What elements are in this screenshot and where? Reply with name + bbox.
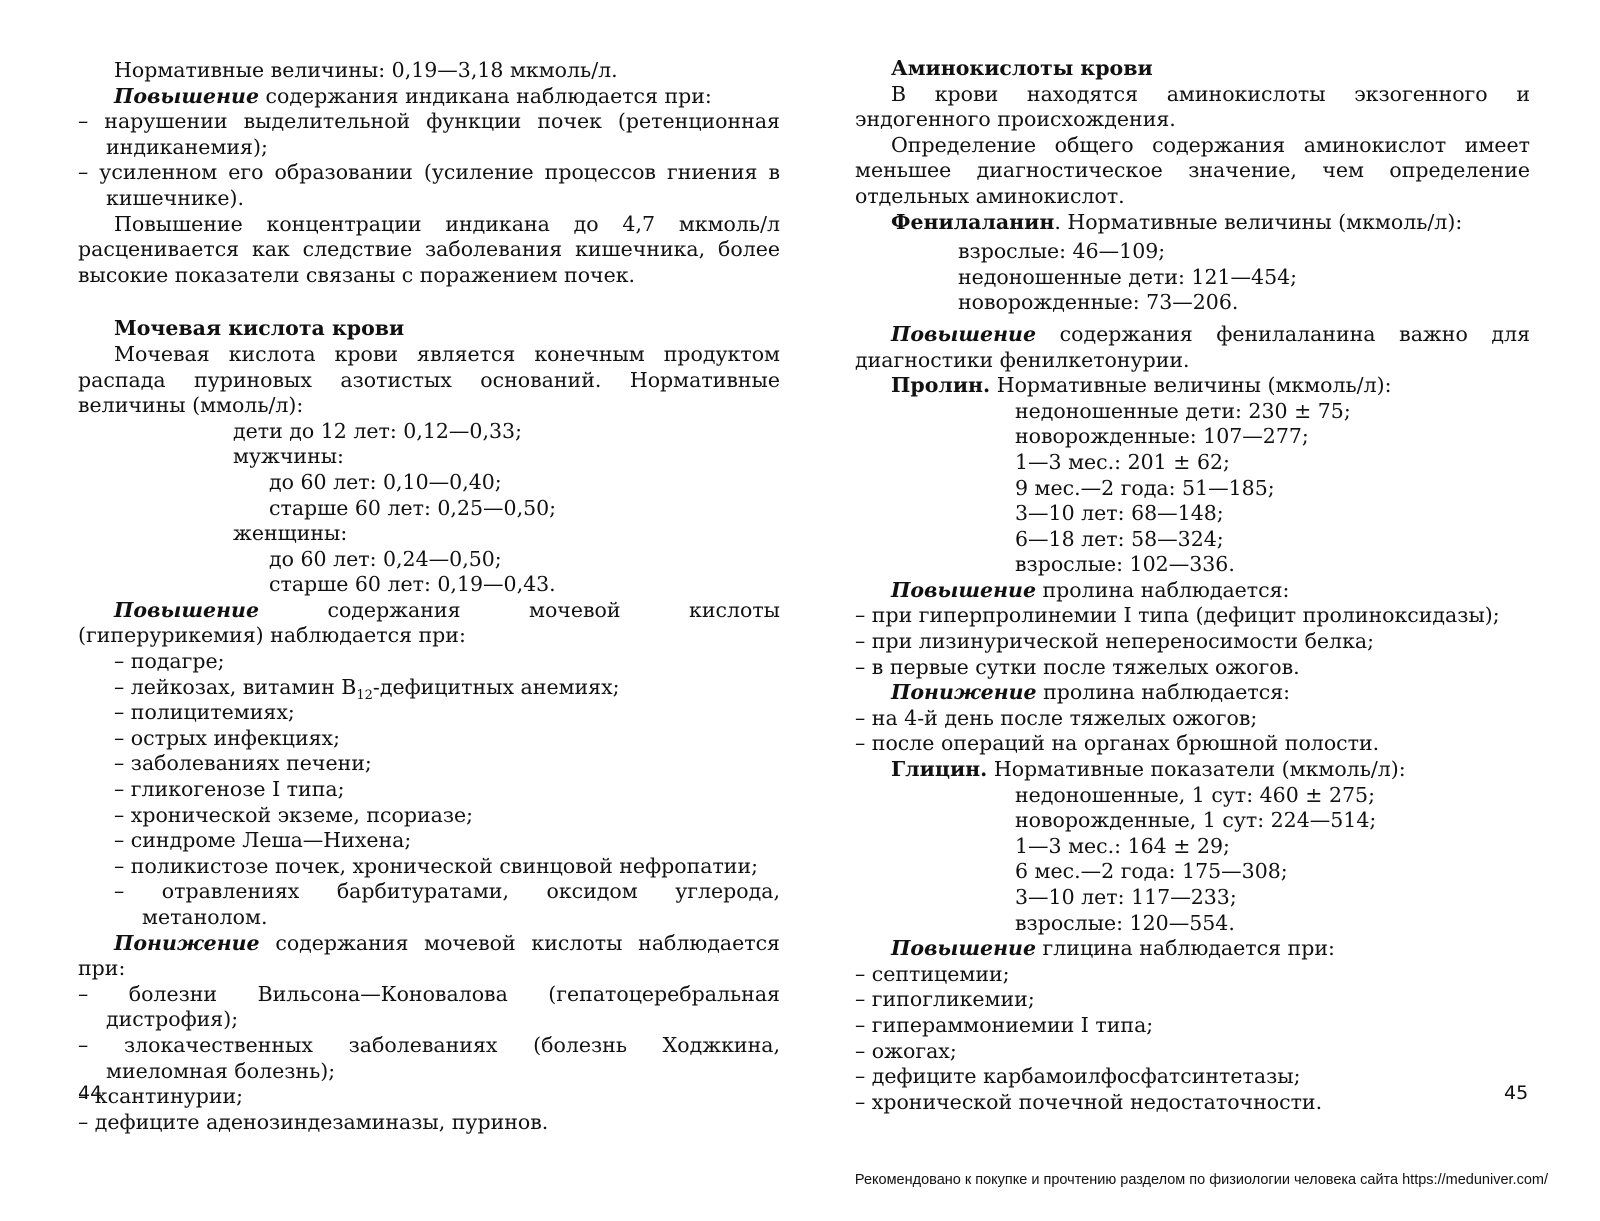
list-item: – хронической экземе, псориазе; [114, 803, 780, 829]
amino-intro-2: Определение общего содержания аминокислот имеет меньшее диагностическое значение, чем определение отдельных аминокислот. [855, 132, 1530, 208]
list-item: – ожогах; [855, 1039, 1530, 1065]
norm-value: 1—3 мес.: 201 ± 62; [1015, 449, 1230, 474]
list-item: – заболеваниях печени; [114, 751, 780, 777]
list-item: – дефиците карбамоилфосфатсинтетазы; [855, 1064, 1530, 1090]
emphasis-rise: Повышение [891, 577, 1036, 602]
list-item: – гипераммониемии I типа; [855, 1013, 1530, 1039]
section-title-amino-acids: Аминокислоты крови [891, 56, 1153, 80]
list-item: – гликогенозе I типа; [114, 777, 780, 803]
norm-value: взрослые: 46—109; [958, 239, 1166, 264]
uric-acid-norms [78, 419, 780, 598]
list-item: – дефиците аденозиндезаминазы, пуринов. [78, 1110, 780, 1136]
norm-value: 3—10 лет: 117—233; [1015, 885, 1237, 909]
phenylalanine-values [855, 239, 1530, 316]
norm-value: недоношенные, 1 сут: 460 ± 275; [1015, 782, 1376, 807]
list-item: – поликистозе почек, хронической свинцовой нефропатии; [114, 854, 780, 880]
list-item: – острых инфекциях; [114, 726, 780, 752]
list-item: – хронической почечной недостаточности. [855, 1090, 1530, 1116]
list-item: – после операций на органах брюшной полости. [855, 731, 1530, 757]
proline-values [855, 399, 1530, 578]
proline-fall-list [855, 706, 1530, 757]
list-item: – гипогликемии; [855, 987, 1530, 1013]
indican-rise-intro: Повышение содержания индикана наблюдается при: [114, 83, 712, 108]
emphasis-rise: Повышение [114, 597, 259, 622]
list-item: – болезни Вильсона—Коновалова (гепатоцеребральная дистрофия); [78, 982, 780, 1033]
footer-recommendation: Рекомендовано к покупке и прочтению разделом по физиологии человека сайта https://meduniver.com/ [854, 1172, 1548, 1188]
norm-value: новорожденные: 73—206. [958, 290, 1239, 315]
list-item: – на 4-й день после тяжелых ожогов; [855, 706, 1530, 732]
indican-note: Повышение концентрации индикана до 4,7 мкмоль/л расценивается как следствие заболевания кишечника, более высокие показатели связаны с поражением почек. [78, 211, 780, 287]
list-item: – септицемии; [855, 962, 1530, 988]
phenylalanine-norm: Фенилаланин. Нормативные величины (мкмоль/л): [891, 209, 1463, 234]
norm-group: мужчины: [233, 444, 344, 469]
norm-value: 1—3 мес.: 164 ± 29; [1015, 833, 1230, 858]
list-item: – нарушении выделительной функции почек (ретенционная индиканемия); [78, 109, 780, 160]
page-number-left: 44 [78, 1082, 103, 1104]
list-item: – синдроме Леша—Нихена; [114, 828, 780, 854]
proline-norm: Пролин. Нормативные величины (мкмоль/л): [891, 373, 1392, 398]
norm-value: старше 60 лет: 0,25—0,50; [269, 495, 557, 520]
emphasis-rise: Повышение [114, 83, 259, 108]
norm-value: взрослые: 120—554. [1015, 910, 1235, 935]
glycine-rise-intro: Повышение глицина наблюдается при: [891, 936, 1335, 961]
list-item: – в первые сутки после тяжелых ожогов. [855, 655, 1530, 681]
left-page [78, 0, 780, 1221]
list-item: – ксантинурии; [78, 1084, 780, 1110]
amino-acid-name: Глицин. [891, 757, 988, 782]
emphasis-fall: Понижение [114, 930, 260, 955]
indican-norm: Нормативные величины: 0,19—3,18 мкмоль/л. [114, 58, 618, 82]
proline-rise-intro: Повышение пролина наблюдается: [891, 577, 1290, 602]
norm-value: недоношенные дети: 121—454; [958, 264, 1298, 289]
section-title-uric-acid: Мочевая кислота крови [114, 316, 405, 341]
list-item: – злокачественных заболеваниях (болезнь Ходжкина, миеломная болезнь); [78, 1033, 780, 1084]
norm-value: взрослые: 102—336. [1015, 552, 1235, 577]
norm-value: дети до 12 лет: 0,12—0,33; [233, 418, 522, 443]
list-item: – при гиперпролинемии I типа (дефицит пролиноксидазы); [855, 603, 1530, 629]
amino-acid-name: Фенилаланин [891, 209, 1055, 234]
glycine-rise-list [855, 962, 1530, 1116]
norm-value: новорожденные: 107—277; [1015, 424, 1309, 449]
uric-rise-intro: Повышение содержания мочевой кислоты (гиперурикемия) наблюдается при: [78, 597, 780, 648]
norm-value: старше 60 лет: 0,19—0,43. [269, 572, 556, 597]
norm-group: женщины: [233, 521, 348, 546]
indican-cause-list [78, 109, 780, 211]
page-number-right: 45 [1504, 1082, 1529, 1104]
emphasis-fall: Понижение [891, 680, 1037, 705]
proline-rise-list [855, 603, 1530, 680]
norm-value: 6 мес.—2 года: 175—308; [1015, 859, 1288, 884]
norm-value: до 60 лет: 0,24—0,50; [269, 546, 502, 571]
list-item: – полицитемиях; [114, 700, 780, 726]
list-item: – при лизинурической непереносимости белка; [855, 629, 1530, 655]
norm-value: 3—10 лет: 68—148; [1015, 501, 1224, 526]
amino-acid-name: Пролин. [891, 373, 991, 398]
norm-value: недоношенные дети: 230 ± 75; [1015, 398, 1351, 423]
norm-value: новорожденные, 1 сут: 224—514; [1015, 808, 1377, 833]
list-item: – лейкозах, витамин $В_{12}$-дефицитных анемиях; [114, 675, 780, 701]
list-item: – подагре; [114, 649, 780, 675]
glycine-norm: Глицин. Нормативные показатели (мкмоль/л): [891, 757, 1406, 782]
norm-value: до 60 лет: 0,10—0,40; [269, 469, 502, 494]
norm-value: 6—18 лет: 58—324; [1015, 526, 1224, 551]
phenylalanine-rise: Повышение содержания фенилаланина важно для диагностики фенилкетонурии. [855, 321, 1530, 372]
list-item: – отравлениях барбитуратами, оксидом углерода, метанолом. [114, 879, 780, 930]
norm-value: 9 мес.—2 года: 51—185; [1015, 475, 1275, 500]
uric-fall-intro: Понижение содержания мочевой кислоты наблюдается при: [78, 930, 780, 981]
proline-fall-intro: Понижение пролина наблюдается: [891, 680, 1291, 705]
right-page [855, 0, 1530, 1221]
amino-intro-1: В крови находятся аминокислоты экзогенного и эндогенного происхождения. [855, 81, 1530, 132]
list-item: – усиленном его образовании (усиление процессов гниения в кишечнике). [78, 160, 780, 211]
uric-acid-intro: Мочевая кислота крови является конечным продуктом распада пуриновых азотистых оснований. Нормативные величины (ммоль/л): [78, 341, 780, 418]
uric-rise-list [78, 649, 780, 931]
uric-fall-list [78, 982, 780, 1136]
emphasis-rise: Повышение [891, 936, 1036, 961]
emphasis-rise: Повышение [891, 321, 1036, 346]
glycine-values [855, 783, 1530, 937]
